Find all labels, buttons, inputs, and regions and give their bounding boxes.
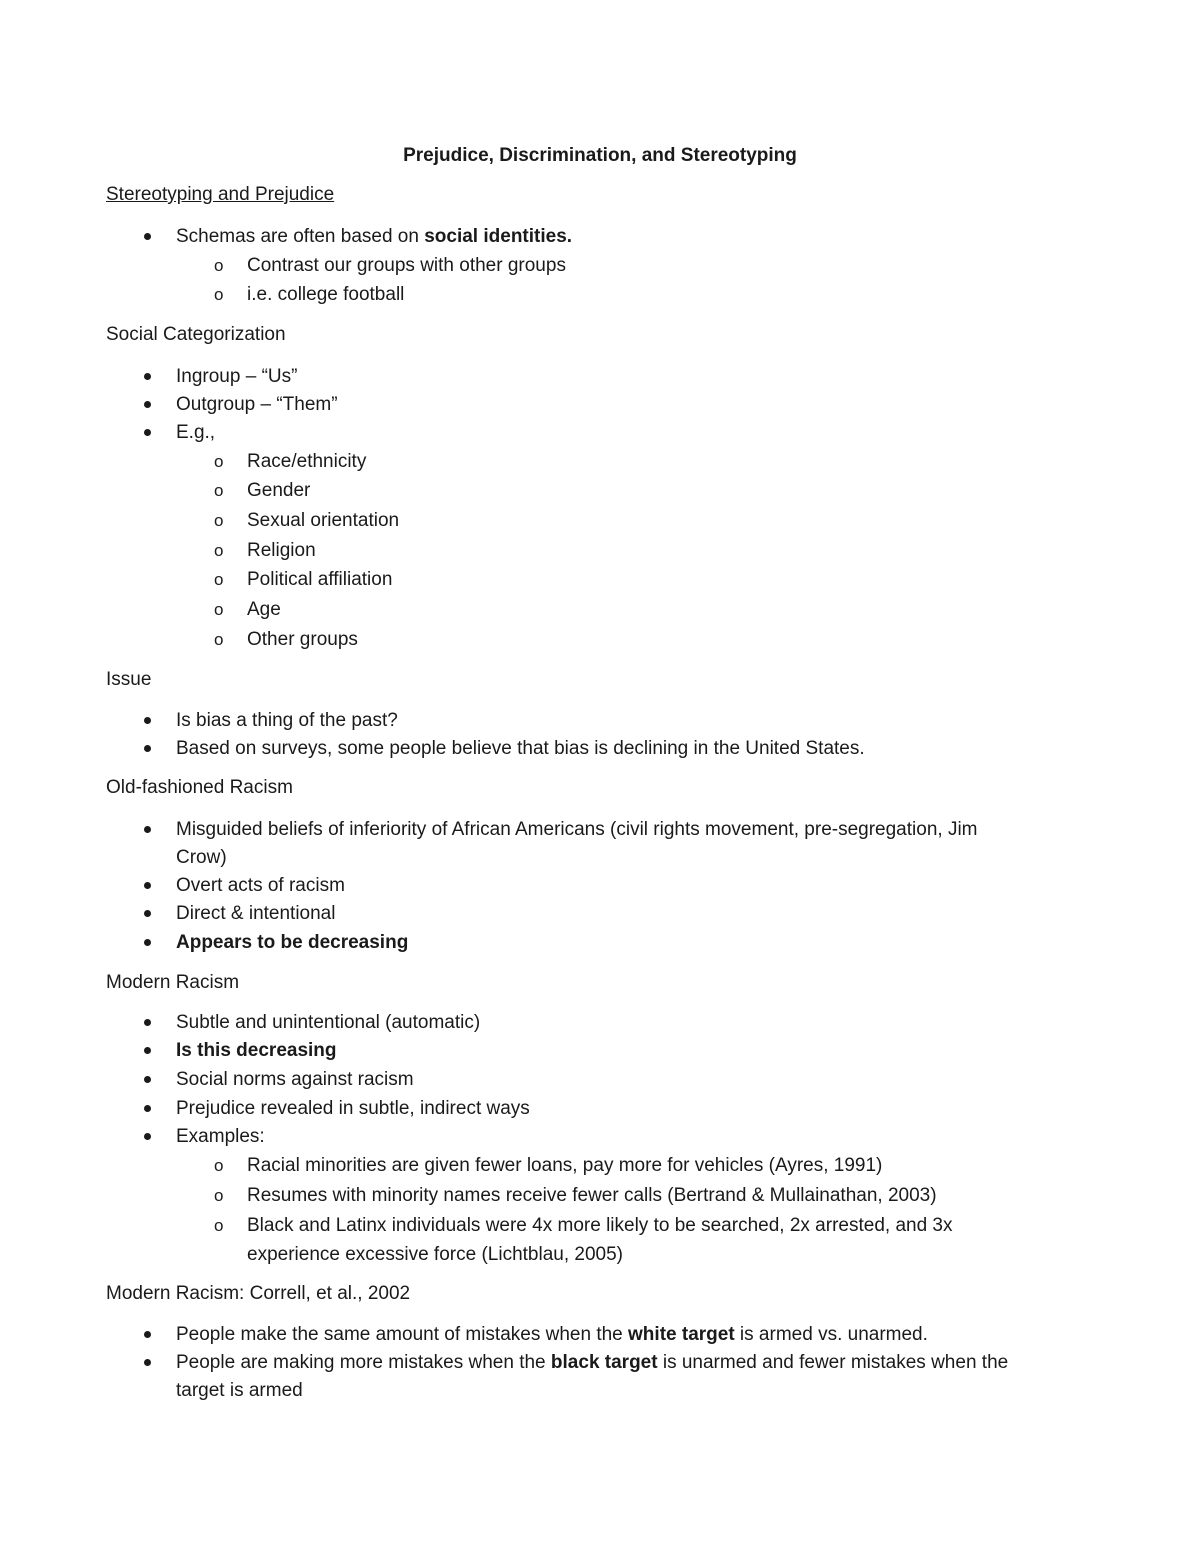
bullet-text: Ingroup – “Us”	[176, 366, 298, 387]
sub-text: Sexual orientation	[247, 510, 400, 531]
bullet-continuation	[143, 844, 227, 872]
bullet-item	[143, 1037, 337, 1065]
sub-item	[214, 252, 566, 280]
bullet-item	[143, 735, 865, 763]
sub-item	[214, 477, 310, 505]
sub-continuation	[214, 1241, 623, 1269]
sub-text: Race/ethnicity	[247, 451, 367, 472]
bullet-text: Examples:	[176, 1126, 265, 1147]
heading-old-fashioned-racism: Old-fashioned Racism	[106, 777, 293, 798]
heading-social-categorization: Social Categorization	[106, 324, 286, 345]
sub-text: Racial minorities are given fewer loans, pay more for vehicles (Ayres, 1991)	[247, 1155, 883, 1176]
bullet-text-bold: Is this decreasing	[176, 1040, 337, 1061]
bullet-text: is unarmed and fewer mistakes when the	[657, 1352, 1009, 1373]
bullet-item	[143, 929, 408, 957]
bullet-text: People make the same amount of mistakes when the	[176, 1324, 629, 1345]
heading-issue: Issue	[106, 669, 152, 690]
sub-item	[214, 1152, 882, 1180]
sub-item	[214, 626, 358, 654]
bullet-text-bold: social identities.	[424, 226, 573, 247]
sub-text: Religion	[247, 540, 316, 561]
sub-item	[214, 281, 404, 309]
sub-text: Age	[247, 599, 281, 620]
bullet-text: Direct & intentional	[176, 903, 336, 924]
bullet-item	[143, 1066, 414, 1094]
sub-item	[214, 448, 366, 476]
heading-stereotyping-prejudice: Stereotyping and Prejudice	[106, 184, 335, 205]
sub-text: Contrast our groups with other groups	[247, 255, 566, 276]
sub-text: i.e. college football	[247, 284, 405, 305]
bullet-text: Subtle and unintentional (automatic)	[176, 1012, 481, 1033]
sub-text: Resumes with minority names receive fewer calls (Bertrand & Mullainathan, 2003)	[247, 1185, 937, 1206]
bullet-text: Based on surveys, some people believe that bias is declining in the United States.	[176, 738, 865, 759]
bullet-item	[143, 1123, 265, 1151]
bullet-text: People are making more mistakes when the	[176, 1352, 551, 1373]
bullet-item	[143, 419, 215, 447]
bullet-text-bold: black target	[550, 1352, 658, 1373]
bullet-item	[143, 816, 978, 844]
sub-item	[214, 1212, 953, 1240]
bullet-text-bold: Appears to be decreasing	[176, 932, 409, 953]
heading-modern-racism: Modern Racism	[106, 972, 240, 993]
bullet-continuation	[143, 1377, 303, 1405]
bullet-item	[143, 1095, 530, 1123]
bullet-item	[143, 363, 297, 391]
bullet-item	[143, 223, 572, 251]
bullet-item	[143, 872, 345, 900]
bullet-text: Misguided beliefs of inferiority of African Americans (civil rights movement, pre-segregation, Jim	[176, 819, 978, 840]
bullet-item	[143, 707, 398, 735]
sub-item	[214, 596, 281, 624]
bullet-text: E.g.,	[176, 422, 216, 443]
sub-text: Other groups	[247, 629, 358, 650]
bullet-text: target is armed	[176, 1380, 303, 1401]
page-title: Prejudice, Discrimination, and Stereotyping	[403, 145, 797, 166]
sub-text: experience excessive force (Lichtblau, 2005)	[247, 1244, 623, 1265]
bullet-item	[143, 1349, 1008, 1377]
sub-text: Political affiliation	[247, 569, 393, 590]
sub-item	[214, 537, 316, 565]
bullet-text: is armed vs. unarmed.	[734, 1324, 928, 1345]
bullet-text: Is bias a thing of the past?	[176, 710, 398, 731]
sub-item	[214, 1182, 937, 1210]
bullet-item	[143, 900, 335, 928]
bullet-text: Social norms against racism	[176, 1069, 414, 1090]
bullet-text: Overt acts of racism	[176, 875, 345, 896]
bullet-text-bold: white target	[628, 1324, 735, 1345]
sub-item	[214, 566, 392, 594]
bullet-item	[143, 1321, 928, 1349]
bullet-text: Outgroup – “Them”	[176, 394, 338, 415]
bullet-text: Schemas are often based on	[176, 226, 425, 247]
heading-correll-study: Modern Racism: Correll, et al., 2002	[106, 1283, 411, 1304]
sub-text: Gender	[247, 480, 311, 501]
sub-text: Black and Latinx individuals were 4x more likely to be searched, 2x arrested, and 3x	[247, 1215, 953, 1236]
bullet-item	[143, 1009, 480, 1037]
sub-item	[214, 507, 399, 535]
bullet-text: Prejudice revealed in subtle, indirect ways	[176, 1098, 530, 1119]
bullet-text: Crow)	[176, 847, 227, 868]
bullet-item	[143, 391, 338, 419]
